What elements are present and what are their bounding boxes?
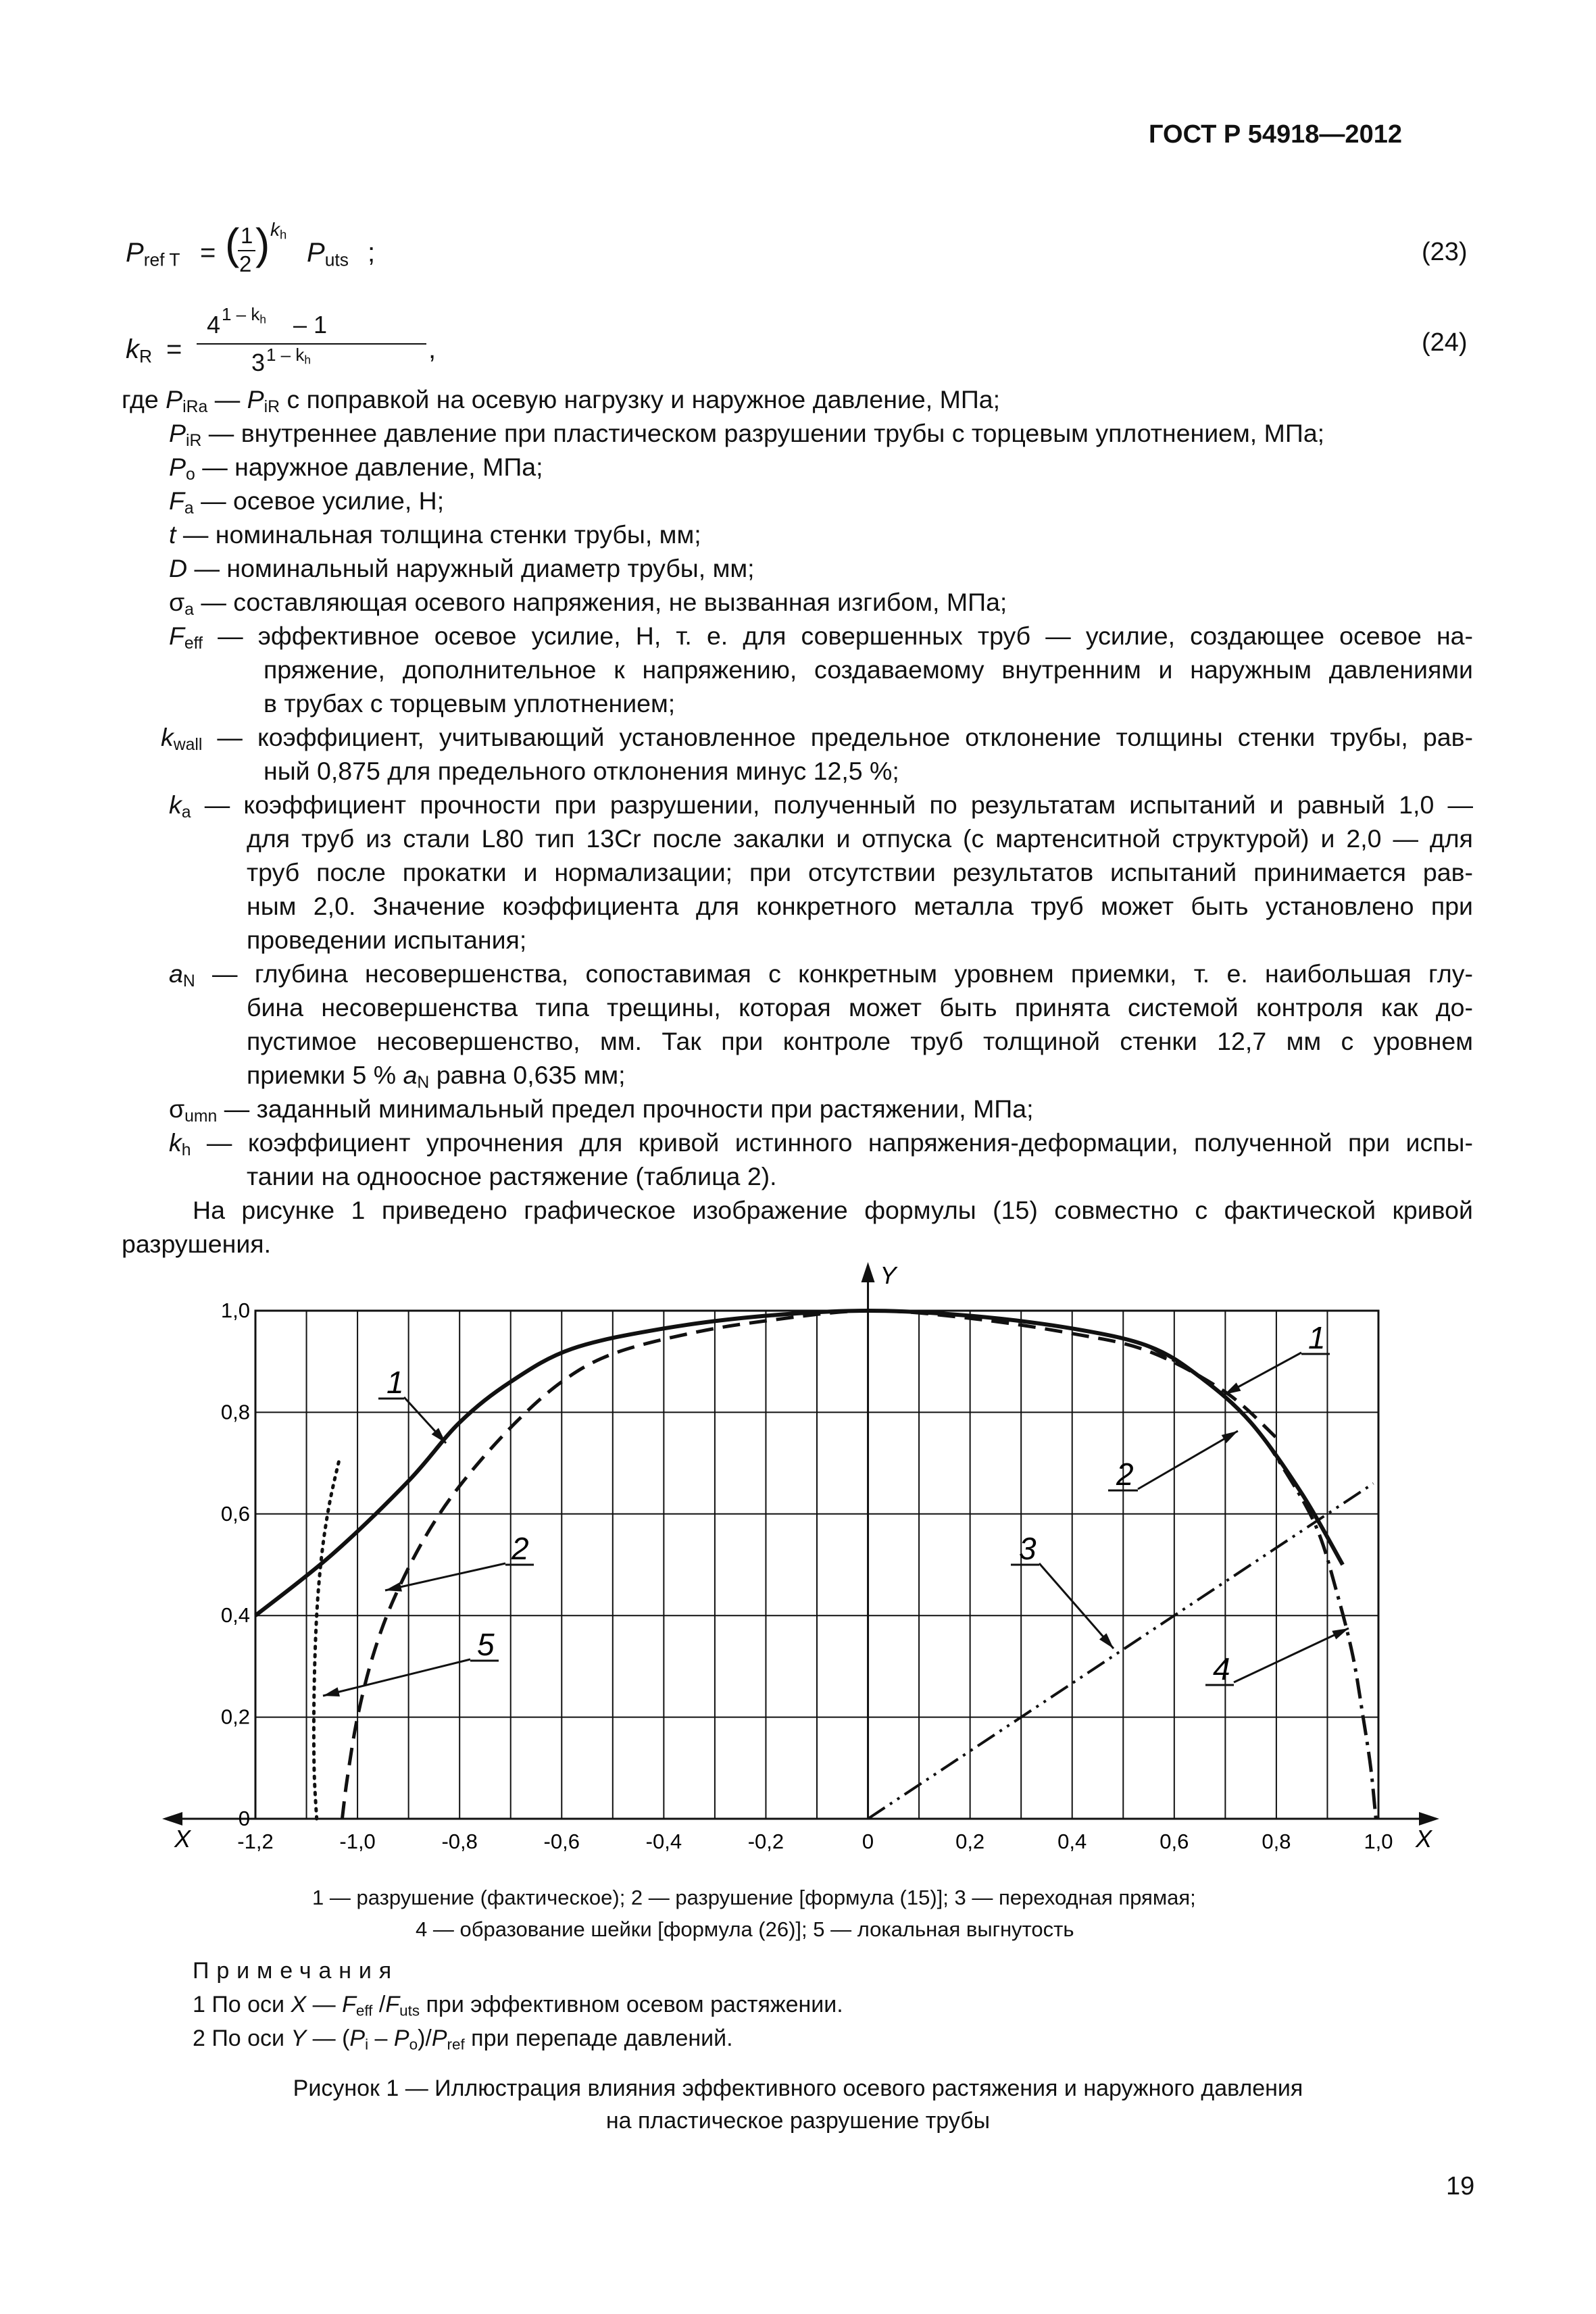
definition-piR: $P_{iR}$ — внутреннее давление при пластическом разрушении трубы с торцевым уплотнением, МПа;: [169, 419, 1325, 451]
definition-kwall: $k_{wall}$ — коэффициент, учитывающий установленное предельное отклонение толщины стенки трубы, рав-: [161, 723, 1473, 755]
x-tick-label: 0,6: [1159, 1830, 1189, 1853]
y-tick-label: 0,2: [220, 1705, 250, 1729]
x-tick-label: 0,8: [1262, 1830, 1291, 1853]
curve-label-4: 4: [1213, 1651, 1230, 1686]
figure-caption-line-1: Рисунок 1 — Иллюстрация влияния эффективного осевого растяжения и наружного давления: [293, 2076, 1303, 2101]
formula-24-number: (24): [1422, 328, 1468, 357]
x-axis-label-left: X: [174, 1825, 191, 1853]
page-number: 19: [1446, 2172, 1475, 2200]
y-axis-arrow: [862, 1262, 875, 1282]
x-tick-label: -0,8: [441, 1830, 478, 1853]
definition-piRa: где $P_{iRa}$ — $P_{iR}$ с поправкой на осевую нагрузку и наружное давление, МПа;: [122, 385, 1001, 417]
definition-an: $a_N$ — глубина несовершенства, сопоставимая с конкретным уровнем приемки, т. е. наибольшая глу-: [169, 959, 1473, 991]
definition-ka: $k_a$ — коэффициент прочности при разрушении, полученный по результатам испытаний и равный 1,0 —: [169, 790, 1473, 822]
series-curve-2: [342, 1311, 1276, 1819]
figure-legend-line-1: 1 — разрушение (фактическое); 2 — разрушение [формула (15)]; 3 — переходная прямая;: [312, 1886, 1196, 1909]
curve-label-1: 1: [386, 1365, 404, 1400]
definition-feff: $F_{eff}$ — эффективное осевое усилие, Н, т. е. для совершенных труб — усилие, создающее осевое на-: [169, 622, 1473, 653]
x-tick-label: 0: [862, 1830, 874, 1853]
curve-leader-arrow: [1222, 1431, 1238, 1443]
curve-leader-line: [1039, 1563, 1114, 1649]
curve-leader-arrow: [385, 1582, 402, 1592]
note-2: 2 По оси Y — $(P_i - P_o)/P_{ref}$ при перепаде давлений.: [193, 2026, 733, 2053]
x-tick-label: 1,0: [1364, 1830, 1393, 1853]
series-curve-5: [314, 1458, 339, 1819]
definition-d: D — номинальный наружный диаметр трубы, мм;: [169, 554, 755, 582]
x-tick-label: -0,4: [645, 1830, 682, 1853]
definition-kh: $k_h$ — коэффициент упрочнения для кривой истинного напряжения-деформации, полученной при испы-: [169, 1128, 1473, 1160]
formula-24: $k_R$ = 4 $1 - k_h$ – 1 3 $1 - k_h$ ,: [126, 304, 437, 376]
series-curve-3: [868, 1484, 1374, 1819]
y-tick-label: 0,8: [220, 1400, 250, 1424]
x-axis-arrow-left: [162, 1812, 182, 1826]
curve-label-1: 1: [1308, 1320, 1326, 1355]
curve-leader-arrow: [1224, 1382, 1241, 1394]
x-tick-label: -0,6: [543, 1830, 580, 1853]
x-tick-label: 0,4: [1057, 1830, 1087, 1853]
definition-po: $P_o$ — наружное давление, МПа;: [169, 453, 543, 484]
y-tick-label: 1,0: [220, 1299, 250, 1322]
definition-sigma-a: $\sigma_a$ — составляющая осевого напряжения, не вызванная изгибом, МПа;: [169, 588, 1007, 620]
y-tick-label: 0: [238, 1807, 250, 1830]
formula-23-number: (23): [1422, 238, 1468, 266]
curve-label-2: 2: [1116, 1457, 1134, 1492]
curve-leader-line: [1234, 1628, 1349, 1682]
paragraph-figure-intro: На рисунке 1 приведено графическое изображение формулы (15) совместно с фактической кривой: [193, 1196, 1473, 1224]
y-tick-label: 0,4: [220, 1603, 250, 1628]
curve-label-5: 5: [477, 1627, 495, 1662]
definition-t: t — номинальная толщина стенки трубы, мм;: [169, 520, 701, 549]
definition-sigma-umn: $\sigma_{umn}$ — заданный минимальный предел прочности при растяжении, МПа;: [169, 1095, 1034, 1126]
figure-legend-line-2: 4 — образование шейки [формула (26)]; 5 — локальная выгнутость: [416, 1917, 1074, 1941]
curve-leader-line: [1138, 1431, 1238, 1489]
note-1: 1 По оси X — $F_{eff}$ $/F_{uts}$ при эффективном осевом растяжении.: [193, 1992, 843, 2019]
curve-label-2: 2: [512, 1531, 529, 1566]
document-code: ГОСТ Р 54918—2012: [1149, 120, 1402, 149]
definition-fa: $F_a$ — осевое усилие, Н;: [169, 486, 445, 518]
figure-caption-line-2: на пластическое разрушение трубы: [605, 2108, 991, 2134]
curve-leader-arrow: [323, 1687, 340, 1696]
x-axis-arrow-right: [1419, 1812, 1439, 1826]
formula-23: $P_{ref T}$ = ( 1 2 ) $k_h$ $P_{uts}$ ;: [126, 219, 376, 276]
x-tick-label: 0,2: [955, 1830, 985, 1853]
series-curve-4: [1149, 1347, 1376, 1819]
notes-title: Примечания: [193, 1958, 399, 1984]
x-axis-label-right: X: [1416, 1825, 1432, 1853]
y-axis-label: Y: [880, 1261, 897, 1289]
series-curve-1: [255, 1311, 1343, 1615]
curve-label-3: 3: [1019, 1531, 1037, 1566]
curve-leader-line: [323, 1659, 470, 1696]
x-tick-label: -0,2: [747, 1830, 784, 1853]
x-tick-label: -1,0: [339, 1830, 376, 1853]
y-tick-label: 0,6: [220, 1501, 250, 1526]
x-tick-label: -1,2: [237, 1830, 274, 1853]
